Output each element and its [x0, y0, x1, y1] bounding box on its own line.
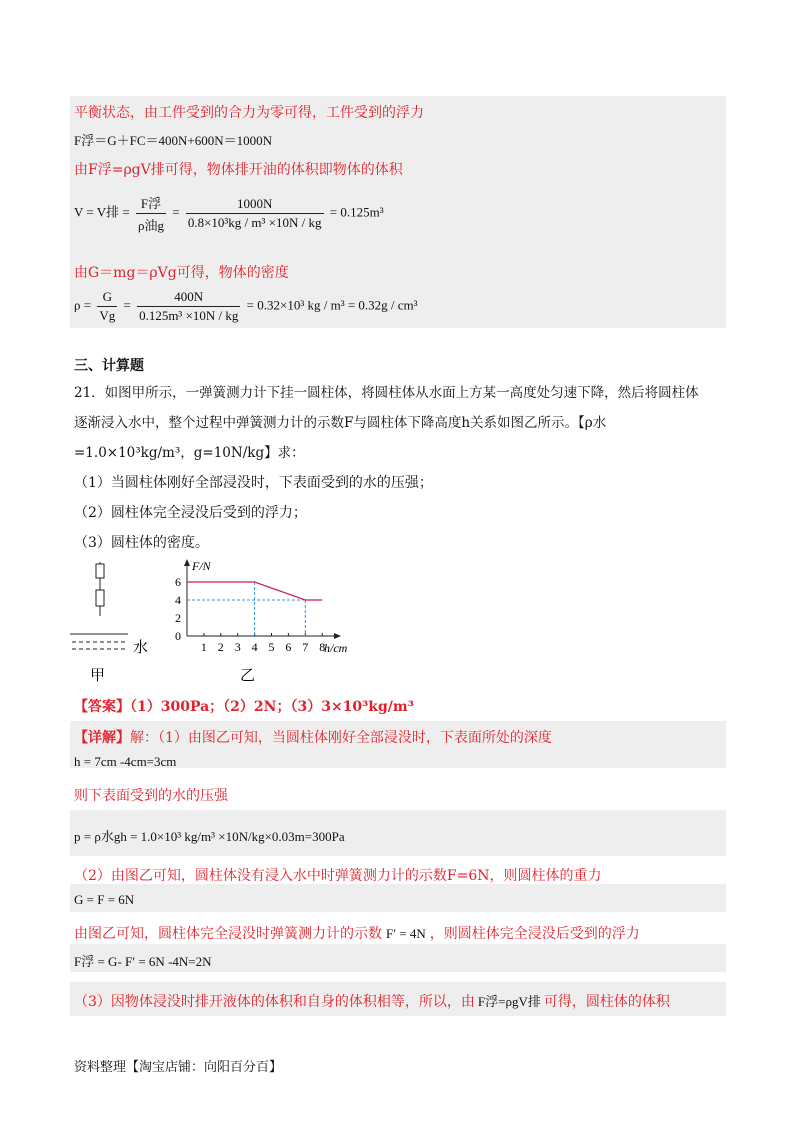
detail-label: 【详解】 [74, 730, 130, 746]
x-tick-label: 1 [200, 640, 207, 654]
detail-line: （2）由图乙可知，圆柱体没有浸入水中时弹簧测力计的示数F=6N，则圆柱体的重力 [74, 868, 602, 884]
section-heading: 三、计算题 [74, 358, 144, 374]
detail-pressure-equation: p = ρ水gh = 1.0×10³ kg/m³ ×10N/kg×0.03m=300Pa [74, 829, 345, 844]
x-tick-label: 3 [234, 640, 241, 654]
footer-text: 资料整理【淘宝店铺：向阳百分百】 [74, 1060, 283, 1075]
cylinder [96, 590, 104, 606]
detail-line: 由图乙可知，圆柱体完全浸没时弹簧测力计的示数 F′ = 4N ，则圆柱体完全浸没后受到的浮力 [74, 926, 640, 942]
text-line: 平衡状态，由工件受到的合力为零可得，工件受到的浮力 [74, 105, 424, 121]
question-text: 逐渐浸入水中，整个过程中弹簧测力计的示数F与圆柱体下降高度h关系如图乙所示。【ρ水 [74, 415, 607, 431]
y-tick-label: 6 [175, 575, 181, 589]
x-tick-label: 6 [285, 640, 292, 654]
detail-buoyancy: F浮 = G- F′ = 6N -4N=2N [74, 954, 212, 969]
equation-buoyancy: F浮＝G＋FC＝400N+600N＝1000N [74, 133, 273, 148]
detail-gravity: G = F = 6N [74, 892, 135, 907]
x-tick-label: 7 [302, 640, 309, 654]
answer-label: 【答案】 [74, 699, 130, 715]
detail-depth: h = 7cm -4cm=3cm [74, 754, 177, 769]
sub-question-1: （1）当圆柱体刚好全部浸没时，下表面受到的水的压强； [74, 475, 433, 491]
sub-question-3: （3）圆柱体的密度。 [74, 535, 209, 551]
x-tick-label: 5 [268, 640, 275, 654]
detail-line: 则下表面受到的水的压强 [74, 788, 228, 804]
x-tick-label: 8 [319, 640, 326, 654]
text-line: 由F浮=ρgV排可得，物体排开油的体积即物体的体积 [74, 162, 403, 178]
sub-question-2: （2）圆柱体完全浸没后受到的浮力； [74, 505, 307, 521]
figure-yi-chart [166, 556, 366, 684]
x-axis-label: h/cm [324, 641, 348, 655]
y-axis-label: F/N [192, 559, 211, 573]
y-tick-label: 2 [175, 611, 181, 625]
jia-label: 甲 [90, 666, 106, 684]
equation-volume: V = V排 = $\frac{\text{F浮}}{\text{ρ油g}}$ = $\frac{1000N}{\text{0.8×10³kg / m³ ×10N / kg}}$ = 0.125m³ [74, 193, 384, 234]
text-line: 由G＝mg＝ρVg可得，物体的密度 [74, 265, 289, 281]
detail-line: 【详解】解：（1）由图乙可知，当圆柱体刚好全部浸没时，下表面所处的深度 [74, 730, 552, 746]
x-axis-arrow [334, 633, 341, 639]
x-tick-label: 4 [251, 640, 258, 654]
solution-block-detail [70, 884, 726, 912]
answer-text: （1）300Pa；（2）2N；（3）3×10³kg/m³ [130, 699, 414, 715]
question-text: 21．如图甲所示，一弹簧测力计下挂一圆柱体，将圆柱体从水面上方某一高度处匀速下降，然后将圆柱体 [74, 385, 699, 401]
water-label: 水 [133, 638, 149, 656]
question-text: =1.0×10³kg/m³，g=10N/kg】求： [74, 445, 305, 461]
x-tick-label: 2 [217, 640, 224, 654]
answer-line [74, 696, 414, 716]
y-tick-label: 4 [175, 593, 181, 607]
detail-line: （3）因物体浸没时排开液体的体积和自身的体积相等，所以，由 F浮=ρgV排 可得，圆柱体的体积 [74, 994, 670, 1010]
y-axis-arrow [184, 559, 190, 566]
spring-scale [96, 564, 104, 578]
figure-jia [66, 556, 166, 684]
yi-label: 乙 [240, 666, 256, 684]
equation-density: ρ = $\frac{G}{Vg}$ = $\frac{400N}{\text{0.125m³ ×10N / kg}}$ = 0.32×10³ kg / m³ = 0.32g / cm³ [74, 289, 418, 323]
y-tick-label: 0 [175, 629, 181, 643]
